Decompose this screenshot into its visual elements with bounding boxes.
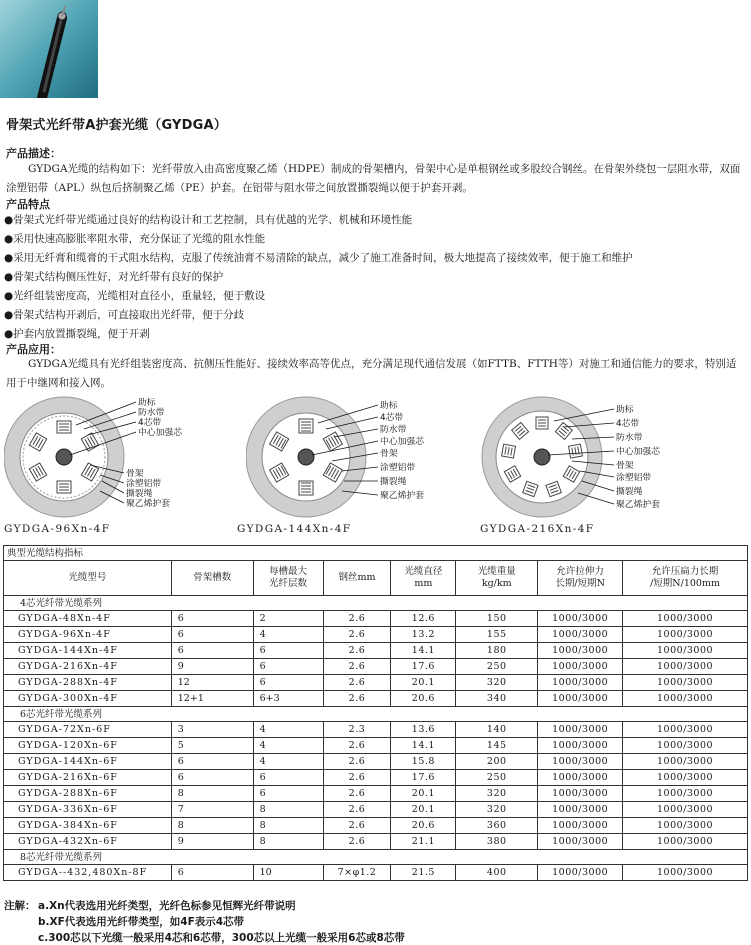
value-cell: 1000/3000 [623,675,748,691]
features-heading: 产品特点 [6,198,50,211]
table-row [4,865,748,881]
value-cell: 1000/3000 [538,659,623,675]
value-cell: 4 [253,754,323,770]
value-cell: 2.6 [323,675,391,691]
diagram-label: 助标 [138,398,156,408]
model-cell: GYDGA-144Xn-4F [4,643,172,659]
value-cell: 1000/3000 [623,643,748,659]
value-cell: 320 [456,802,538,818]
model-cell: GYDGA-216Xn-6F [4,770,172,786]
value-cell: 4 [253,627,323,643]
table-row [4,675,748,691]
table-row [4,659,748,675]
model-cell: GYDGA-144Xn-6F [4,754,172,770]
group-row [4,850,748,865]
value-cell: 140 [456,722,538,738]
table-row [4,611,748,627]
value-cell: 9 [171,834,253,850]
value-cell: 2.3 [323,722,391,738]
feature-item: ●采用无纤膏和缆膏的干式阻水结构，克服了传统油膏不易清除的缺点，减少了施工准备时间，极大地提高了接续效率，便于施工和维护 [4,252,633,264]
model-cell: GYDGA-384Xn-6F [4,818,172,834]
value-cell: 6 [171,754,253,770]
page-title: 骨架式光纤带A护套光缆（GYDGA） [6,118,227,133]
product-photo [0,0,98,98]
group-label: 8芯光纤带光缆系列 [4,850,748,865]
description-text: GYDGA光缆的结构如下：光纤带放入由高密度聚乙烯（HDPE）制成的骨架槽内，骨架中心是单根钢丝或多股绞合钢丝。在骨架外绕包一层阻水带，双面涂塑铝带（APL）纵包后挤制聚乙烯（PE）护套。在铝带与阻水带之间放置撕裂绳以便于护套开剥。 [6,163,741,194]
value-cell: 2.6 [323,691,391,707]
model-cell: GYDGA-288Xn-6F [4,786,172,802]
value-cell: 150 [456,611,538,627]
value-cell: 2.6 [323,611,391,627]
value-cell: 1000/3000 [538,786,623,802]
value-cell: 1000/3000 [623,834,748,850]
table-row [4,627,748,643]
value-cell: 6 [171,611,253,627]
diagram-label: 涂塑铝带 [126,479,162,489]
value-cell: 6 [171,627,253,643]
value-cell: 2.6 [323,627,391,643]
value-cell: 14.1 [391,738,456,754]
value-cell: 1000/3000 [538,754,623,770]
value-cell: 1000/3000 [538,722,623,738]
value-cell: 7 [171,802,253,818]
value-cell: 13.6 [391,722,456,738]
column-header: 钢丝mm [323,561,391,596]
table-row [4,770,748,786]
value-cell: 1000/3000 [538,865,623,881]
value-cell: 6 [171,770,253,786]
diagram-label: 4芯带 [380,413,404,423]
value-cell: 6 [171,865,253,881]
value-cell: 13.2 [391,627,456,643]
value-cell: 9 [171,659,253,675]
model-cell: GYDGA-96Xn-4F [4,627,172,643]
diagram-label: 聚乙烯护套 [616,500,660,510]
value-cell: 14.1 [391,643,456,659]
feature-item: ●护套内放置撕裂绳，便于开剥 [4,328,150,340]
value-cell: 6 [253,659,323,675]
diagram-label: 助标 [616,405,634,415]
note-item: a.Xn代表选用光纤类型，光纤色标参见恒辉光纤带说明 [38,900,296,912]
diagram-label: 聚乙烯护套 [380,491,424,501]
model-cell: GYDGA-300Xn-4F [4,691,172,707]
application-text: GYDGA光缆具有光纤组装密度高、抗侧压性能好、接续效率高等优点，充分满足现代通信发展（如FTTB、FTTH等）对施工和通信能力的要求，特别适用于中继网和接入网。 [6,358,737,389]
column-header: 骨架槽数 [171,561,253,596]
note-item: b.XF代表选用光纤带类型，如4F表示4芯带 [38,916,245,928]
value-cell: 6 [171,643,253,659]
value-cell: 155 [456,627,538,643]
value-cell: 10 [253,865,323,881]
value-cell: 1000/3000 [623,818,748,834]
group-row [4,707,748,722]
value-cell: 400 [456,865,538,881]
group-label: 4芯光纤带光缆系列 [4,596,748,611]
value-cell: 2.6 [323,786,391,802]
value-cell: 1000/3000 [623,802,748,818]
value-cell: 380 [456,834,538,850]
value-cell: 6 [253,643,323,659]
model-cell: GYDGA-120Xn-6F [4,738,172,754]
value-cell: 17.6 [391,770,456,786]
value-cell: 1000/3000 [538,643,623,659]
value-cell: 1000/3000 [623,659,748,675]
value-cell: 8 [171,786,253,802]
value-cell: 20.1 [391,675,456,691]
application-heading: 产品应用： [6,343,61,356]
value-cell: 1000/3000 [538,818,623,834]
value-cell: 6 [253,675,323,691]
table-row [4,738,748,754]
table-row [4,691,748,707]
value-cell: 8 [253,818,323,834]
spec-table [3,545,748,881]
value-cell: 250 [456,770,538,786]
value-cell: 1000/3000 [623,611,748,627]
table-body [4,596,748,881]
value-cell: 2.6 [323,659,391,675]
value-cell: 20.6 [391,818,456,834]
value-cell: 1000/3000 [538,627,623,643]
value-cell: 2.6 [323,738,391,754]
value-cell: 12+1 [171,691,253,707]
diagram-label: 涂塑铝带 [616,473,652,483]
value-cell: 8 [253,802,323,818]
diagram-label: 涂塑铝带 [380,463,416,473]
value-cell: 20.1 [391,802,456,818]
model-cell: GYDGA-72Xn-6F [4,722,172,738]
value-cell: 1000/3000 [538,738,623,754]
value-cell: 1000/3000 [623,786,748,802]
value-cell: 4 [253,738,323,754]
value-cell: 4 [253,722,323,738]
diagram-label: 防水带 [616,433,643,443]
value-cell: 20.1 [391,786,456,802]
table-row [4,802,748,818]
value-cell: 145 [456,738,538,754]
diagram-label: 中心加强芯 [138,428,182,438]
value-cell: 200 [456,754,538,770]
value-cell: 15.8 [391,754,456,770]
diagram-label: 撕裂绳 [380,477,407,487]
value-cell: 1000/3000 [623,738,748,754]
feature-item: ●采用快速高膨胀率阻水带，充分保证了光缆的阻水性能 [4,233,266,245]
table-row [4,786,748,802]
feature-item: ●骨架式光纤带光缆通过良好的结构设计和工艺控制，具有优越的光学、机械和环境性能 [4,214,413,226]
column-header: 每槽最大 光纤层数 [253,561,323,596]
column-header: 光缆直径 mm [391,561,456,596]
value-cell: 12 [171,675,253,691]
notes-label: 注解： [4,900,36,912]
value-cell: 1000/3000 [538,802,623,818]
value-cell: 250 [456,659,538,675]
model-cell: GYDGA-48Xn-4F [4,611,172,627]
value-cell: 1000/3000 [623,722,748,738]
table-row [4,722,748,738]
value-cell: 6 [253,770,323,786]
diagram-label: 聚乙烯护套 [126,499,170,509]
table-caption: 典型光缆结构指标 [4,546,748,561]
diagram-label: 骨架 [126,469,144,479]
model-cell: GYDGA-288Xn-4F [4,675,172,691]
cable-cross-section-2 [246,395,476,524]
value-cell: 320 [456,786,538,802]
value-cell: 8 [171,818,253,834]
cable-cross-section-1 [4,395,234,524]
diagram-caption: GYDGA-96Xn-4F [4,523,111,535]
value-cell: 21.1 [391,834,456,850]
diagram-label: 中心加强芯 [380,437,424,447]
column-header: 允许拉伸力 长期/短期N [538,561,623,596]
value-cell: 2.6 [323,802,391,818]
value-cell: 20.6 [391,691,456,707]
group-row [4,596,748,611]
value-cell: 2.6 [323,818,391,834]
value-cell: 5 [171,738,253,754]
value-cell: 1000/3000 [538,675,623,691]
value-cell: 2 [253,611,323,627]
diagram-label: 4芯带 [616,419,640,429]
model-cell: GYDGA--432,480Xn-8F [4,865,172,881]
diagram-label: 4芯带 [138,418,162,428]
value-cell: 8 [253,834,323,850]
value-cell: 2.6 [323,770,391,786]
value-cell: 1000/3000 [623,691,748,707]
model-cell: GYDGA-216Xn-4F [4,659,172,675]
description-heading: 产品描述： [6,147,61,160]
value-cell: 2.6 [323,834,391,850]
value-cell: 340 [456,691,538,707]
group-label: 6芯光纤带光缆系列 [4,707,748,722]
value-cell: 1000/3000 [623,770,748,786]
value-cell: 180 [456,643,538,659]
value-cell: 1000/3000 [538,691,623,707]
value-cell: 360 [456,818,538,834]
table-row [4,754,748,770]
value-cell: 6 [253,786,323,802]
diagram-label: 防水带 [380,425,407,435]
value-cell: 6+3 [253,691,323,707]
feature-item: ●骨架式结构开剥后，可直接取出光纤带，便于分歧 [4,309,245,321]
diagram-label: 骨架 [616,461,634,471]
value-cell: 21.5 [391,865,456,881]
value-cell: 1000/3000 [623,627,748,643]
value-cell: 3 [171,722,253,738]
diagram-label: 助标 [380,401,398,411]
value-cell: 7×φ1.2 [323,865,391,881]
model-cell: GYDGA-432Xn-6F [4,834,172,850]
diagram-label: 中心加强芯 [616,447,660,457]
note-item: c.300芯以下光缆一般采用4芯和6芯带，300芯以上光缆一般采用6芯或8芯带 [38,932,405,944]
diagram-label: 撕裂绳 [126,489,153,499]
value-cell: 2.6 [323,754,391,770]
table-row [4,643,748,659]
diagram-label: 撕裂绳 [616,487,643,497]
value-cell: 1000/3000 [623,865,748,881]
value-cell: 17.6 [391,659,456,675]
value-cell: 12.6 [391,611,456,627]
value-cell: 1000/3000 [538,770,623,786]
value-cell: 320 [456,675,538,691]
feature-item: ●骨架式结构侧压性好，对光纤带有良好的保护 [4,271,224,283]
table-row [4,834,748,850]
table-header-row [4,561,748,596]
value-cell: 1000/3000 [538,834,623,850]
table-row [4,818,748,834]
value-cell: 1000/3000 [623,754,748,770]
diagram-label: 防水带 [138,408,165,418]
feature-item: ●光纤组装密度高，光缆相对直径小，重量轻，便于敷设 [4,290,266,302]
cable-cross-section-3 [480,395,710,524]
diagram-label: 骨架 [380,449,398,459]
column-header: 光缆型号 [4,561,172,596]
model-cell: GYDGA-336Xn-6F [4,802,172,818]
diagram-caption: GYDGA-216Xn-4F [480,523,595,535]
value-cell: 2.6 [323,643,391,659]
value-cell: 1000/3000 [538,611,623,627]
diagram-caption: GYDGA-144Xn-4F [237,523,352,535]
column-header: 允许压扁力长期 /短期N/100mm [623,561,748,596]
column-header: 光缆重量 kg/km [456,561,538,596]
